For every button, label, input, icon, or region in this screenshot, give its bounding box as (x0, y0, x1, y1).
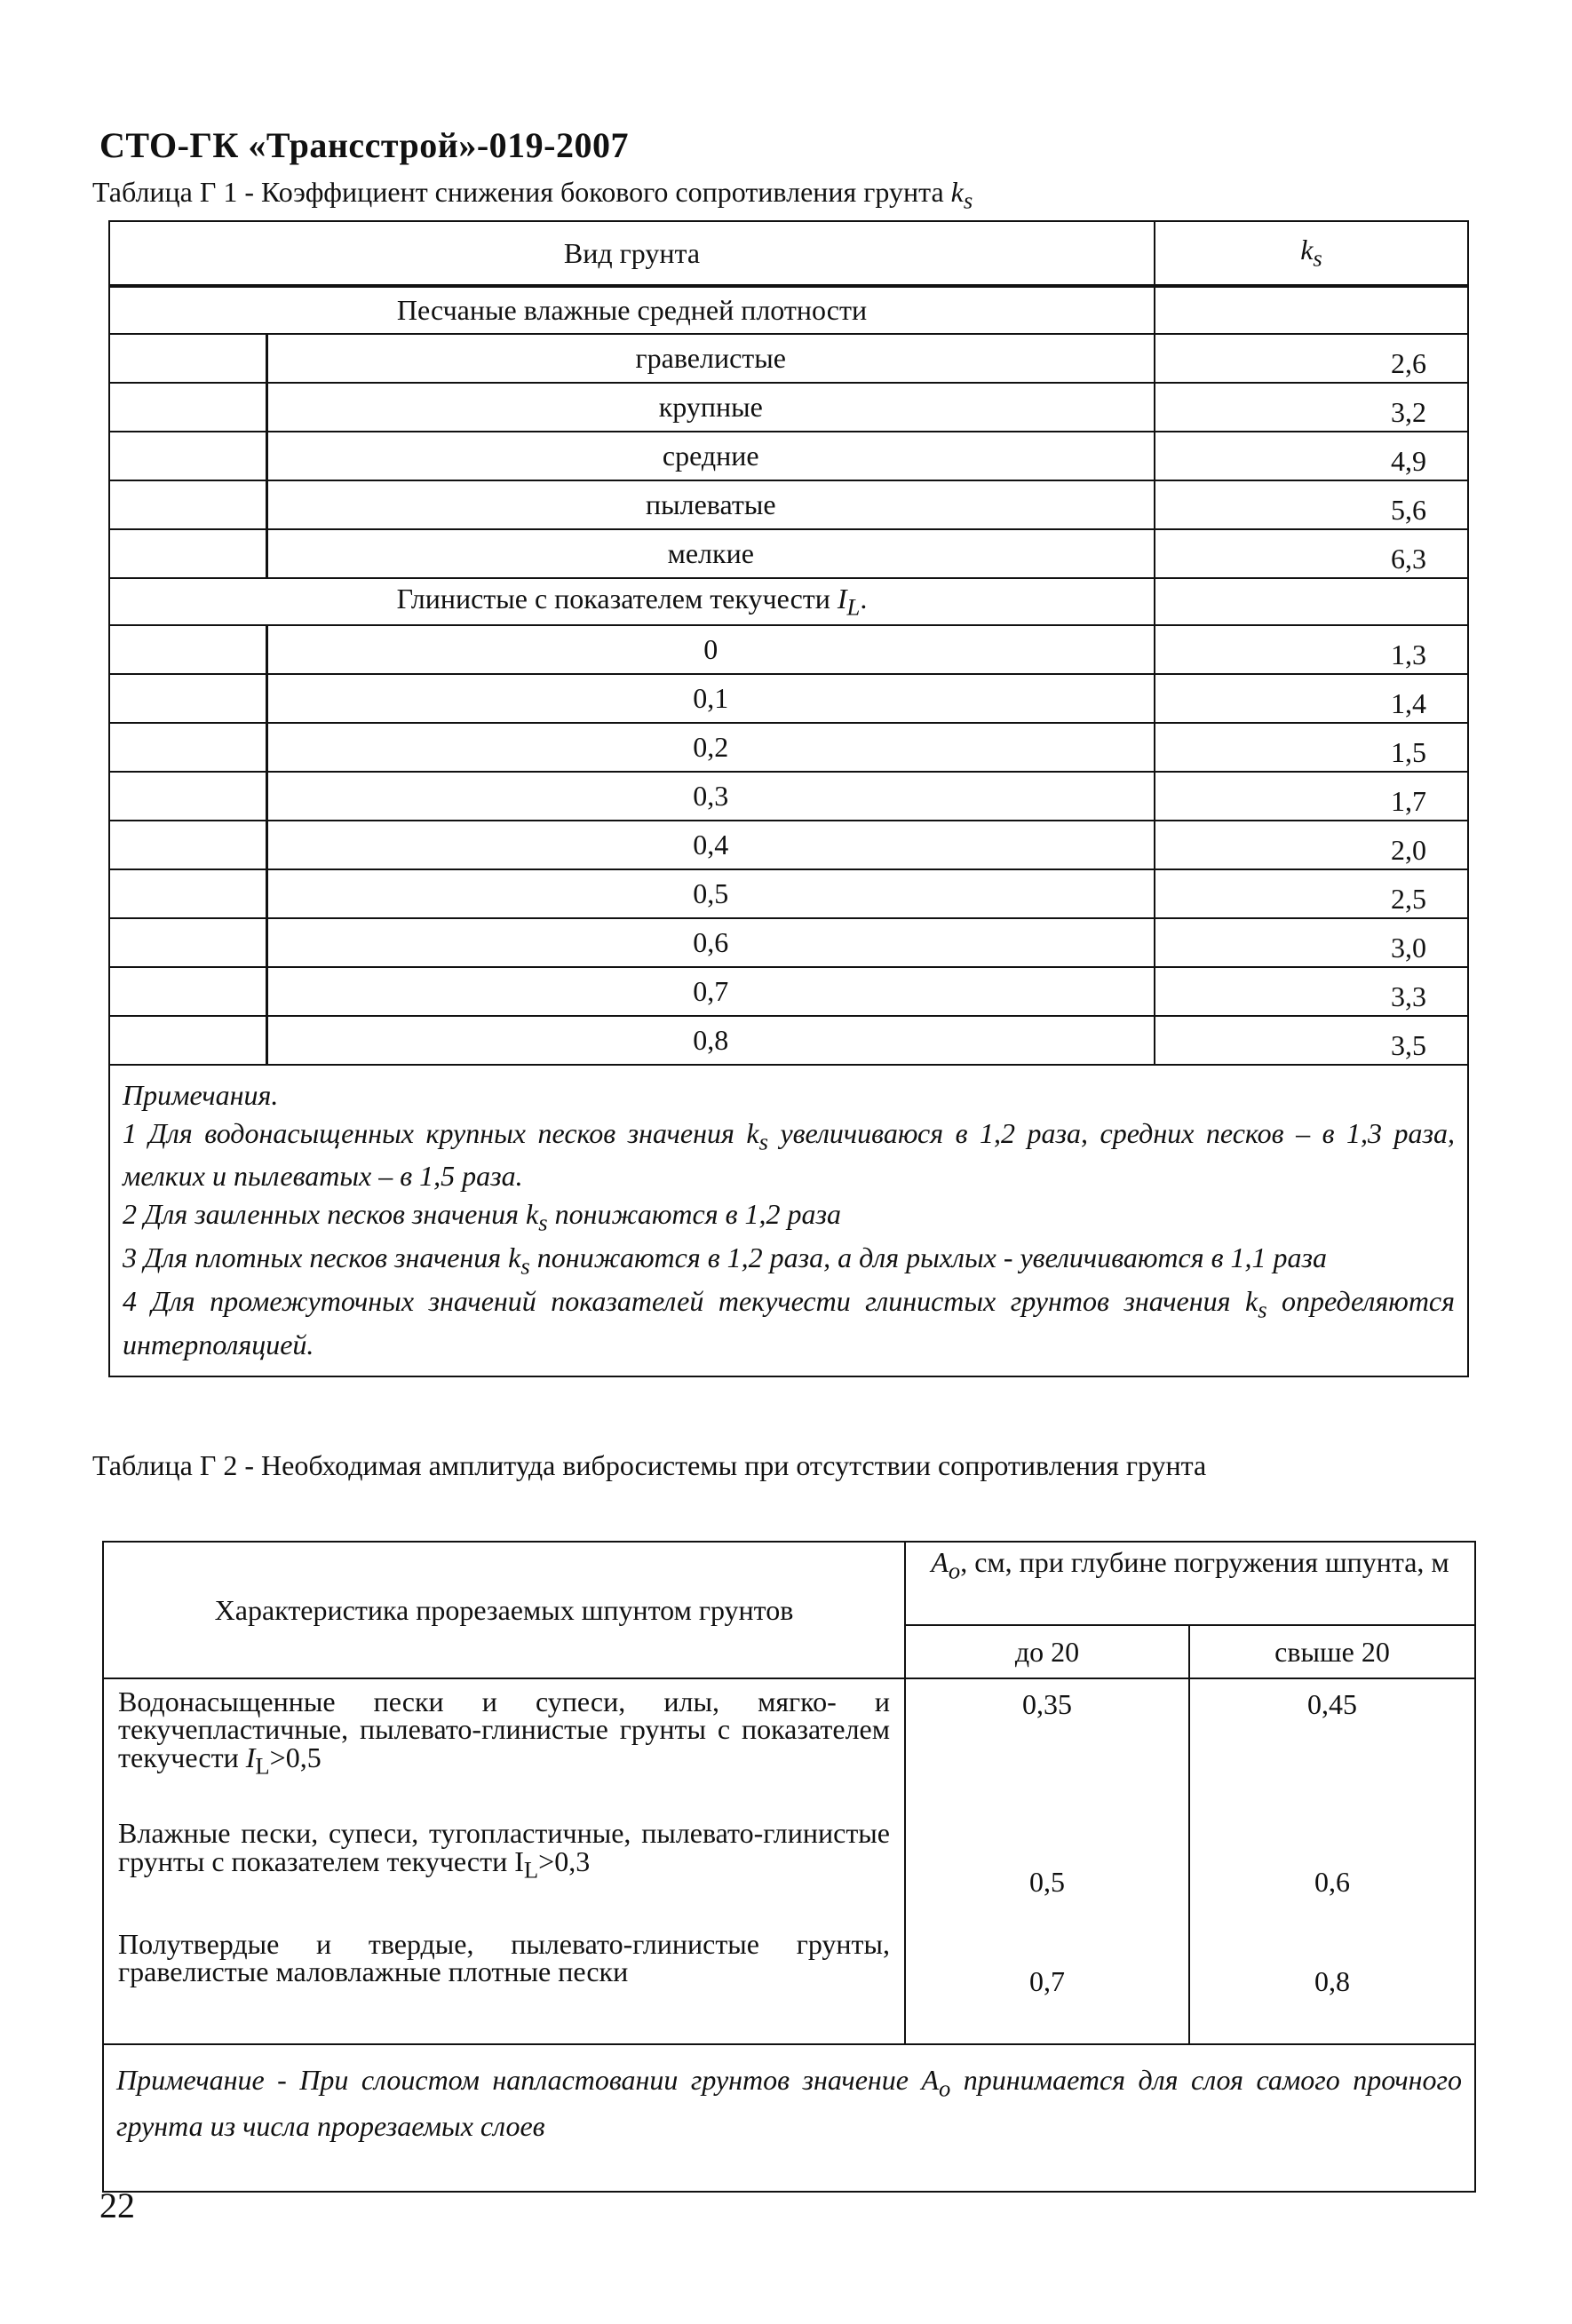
table-row (109, 967, 1468, 1016)
group-row-sandy (109, 286, 1468, 334)
il-symbol: I (837, 582, 847, 615)
soil-description: Полутвердые и твердые, пылевато-глинистые грунты, гравелистые маловлажные плотные пески (118, 1928, 890, 1988)
soil-name: крупные (266, 383, 1155, 432)
group-label-sandy: Песчаные влажные средней плотности (109, 286, 1155, 334)
indent-cell (109, 1016, 266, 1065)
soil-description: Влажные пески, супеси, тугопластичные, пылевато-глинистые грунты с показателем текучести $I_L>0,3$ (118, 1817, 890, 1883)
soil-name: пылеватые (266, 480, 1155, 529)
table-row (109, 625, 1468, 674)
table2-caption: Таблица Г 2 - Необходимая амплитуда вибросистемы при отсутствии сопротивления грунта (92, 1449, 1207, 1481)
table1-notes (109, 1065, 1468, 1376)
soil-name: мелкие (266, 529, 1155, 578)
amplitude-value: 0,45 (1307, 1688, 1357, 1720)
ks-value: 3,2 (1155, 383, 1468, 432)
il-value: 0,1 (266, 674, 1155, 723)
table-row (109, 383, 1468, 432)
table-row (109, 918, 1468, 967)
indent-cell (109, 869, 266, 918)
indent-cell (109, 432, 266, 480)
subheader-up-to-20: до 20 (905, 1625, 1189, 1678)
ks-symbol-sub: s (1313, 244, 1322, 272)
group-value-empty (1155, 286, 1468, 334)
table2-note-row (103, 2044, 1475, 2192)
note-item: 4 Для промежуточных значений показателей текучести глинистых грунтов значения $k_s$ определяются интерполяцией. (123, 1284, 1456, 1360)
vibration-amplitude-table (102, 1541, 1476, 2193)
ks-value: 1,5 (1155, 723, 1468, 772)
indent-cell (109, 480, 266, 529)
indent-cell (109, 674, 266, 723)
ks-value: 5,6 (1155, 480, 1468, 529)
group-label-clay-end: . (860, 582, 868, 615)
page-number: 22 (99, 2185, 135, 2225)
ks-value: 2,5 (1155, 869, 1468, 918)
table1-caption-text: Таблица Г 1 - Коэффициент снижения бокового сопротивления грунта (92, 176, 944, 208)
ks-value: 3,3 (1155, 967, 1468, 1016)
table1-header-row (109, 221, 1468, 286)
table-row (109, 480, 1468, 529)
column-header-amplitude (905, 1542, 1475, 1625)
soil-name: гравелистые (266, 334, 1155, 383)
table1-caption-symbol-sub: s (963, 186, 973, 214)
amplitude-value: 0,7 (1029, 1965, 1065, 1997)
table-row (109, 723, 1468, 772)
amplitude-value: 0,5 (1029, 1866, 1065, 1898)
ks-value: 3,5 (1155, 1016, 1468, 1065)
table1-caption (92, 176, 973, 214)
ks-value: 3,0 (1155, 918, 1468, 967)
indent-cell (109, 723, 266, 772)
soil-description: Водонасыщенные пески и супеси, илы, мягко- и текучепластичные, пылевато-глинистые грунты с показателем текучести $I_L>0,5$ (118, 1685, 890, 1780)
il-value: 0,4 (266, 821, 1155, 869)
ks-value: 6,3 (1155, 529, 1468, 578)
indent-cell (109, 625, 266, 674)
il-value: 0,3 (266, 772, 1155, 821)
table2-header-row (103, 1542, 1475, 1625)
column-header-ks (1155, 221, 1468, 286)
ks-value: 2,6 (1155, 334, 1468, 383)
ks-value: 1,3 (1155, 625, 1468, 674)
amplitude-header-text: , см, при глубине погружения шпунта, м (960, 1546, 1449, 1578)
table2-body-row (103, 1678, 1475, 2044)
table2-note: Примечание - При слоистом напластовании грунтов значение $A_o$ принимается для слоя самого прочного грунта из числа прорезаемых слоев (103, 2044, 1475, 2192)
table-row (109, 674, 1468, 723)
indent-cell (109, 918, 266, 967)
group-label-clay-text: Глинистые с показателем текучести (396, 582, 830, 615)
ks-value: 1,4 (1155, 674, 1468, 723)
soil-name: средние (266, 432, 1155, 480)
table-row (109, 869, 1468, 918)
ao-symbol: A (931, 1546, 949, 1578)
ks-symbol: k (1300, 234, 1314, 266)
il-value: 0,8 (266, 1016, 1155, 1065)
il-value: 0,6 (266, 918, 1155, 967)
table1-notes-row (109, 1065, 1468, 1376)
note-item: 2 Для заиленных песков значения $k_s$ понижаются в 1,2 раза (123, 1197, 841, 1236)
notes-title: Примечания. (123, 1079, 279, 1111)
ao-symbol-sub: o (948, 1557, 961, 1584)
indent-cell (109, 383, 266, 432)
note-item: 1 Для водонасыщенных крупных песков значения $k_s$ увеличиваюся в 1,2 раза, средних песков – в 1,3 раза, мелких и пылеватых – в 1,5 раза. (123, 1116, 1456, 1193)
il-value: 0,7 (266, 967, 1155, 1016)
document-code-header: СТО-ГК «Трансстрой»-019-2007 (99, 125, 629, 165)
column-header-soil-type: Вид грунта (109, 221, 1155, 286)
note-item: 3 Для плотных песков значения $k_s$ понижаются в 1,2 раза, а для рыхлых - увеличиваются в 1,1 раза (123, 1241, 1327, 1280)
amplitude-value: 0,8 (1314, 1965, 1350, 1997)
table-row (109, 821, 1468, 869)
il-value: 0,2 (266, 723, 1155, 772)
ks-value: 4,9 (1155, 432, 1468, 480)
column-header-soil-characteristics: Характеристика прорезаемых шпунтом грунтов (103, 1542, 905, 1678)
amplitude-value: 0,35 (1022, 1688, 1072, 1720)
il-value: 0 (266, 625, 1155, 674)
indent-cell (109, 967, 266, 1016)
ks-value: 2,0 (1155, 821, 1468, 869)
table-row (109, 1016, 1468, 1065)
table-row (109, 432, 1468, 480)
amplitude-up-to-20-cell (905, 1678, 1189, 2044)
ks-value: 1,7 (1155, 772, 1468, 821)
soil-characteristics-cell (103, 1678, 905, 2044)
il-value: 0,5 (266, 869, 1155, 918)
indent-cell (109, 334, 266, 383)
group-row-clay (109, 578, 1468, 625)
amplitude-value: 0,6 (1314, 1866, 1350, 1898)
table-row (109, 334, 1468, 383)
table-row (109, 772, 1468, 821)
indent-cell (109, 529, 266, 578)
amplitude-over-20-cell (1189, 1678, 1475, 2044)
group-label-clay (109, 578, 1155, 625)
il-symbol-sub: L (846, 593, 861, 621)
table-row (109, 529, 1468, 578)
subheader-over-20: свыше 20 (1189, 1625, 1475, 1678)
indent-cell (109, 821, 266, 869)
soil-resistance-coefficient-table (108, 220, 1469, 1377)
indent-cell (109, 772, 266, 821)
group-value-empty (1155, 578, 1468, 625)
table1-caption-symbol: k (950, 176, 964, 208)
